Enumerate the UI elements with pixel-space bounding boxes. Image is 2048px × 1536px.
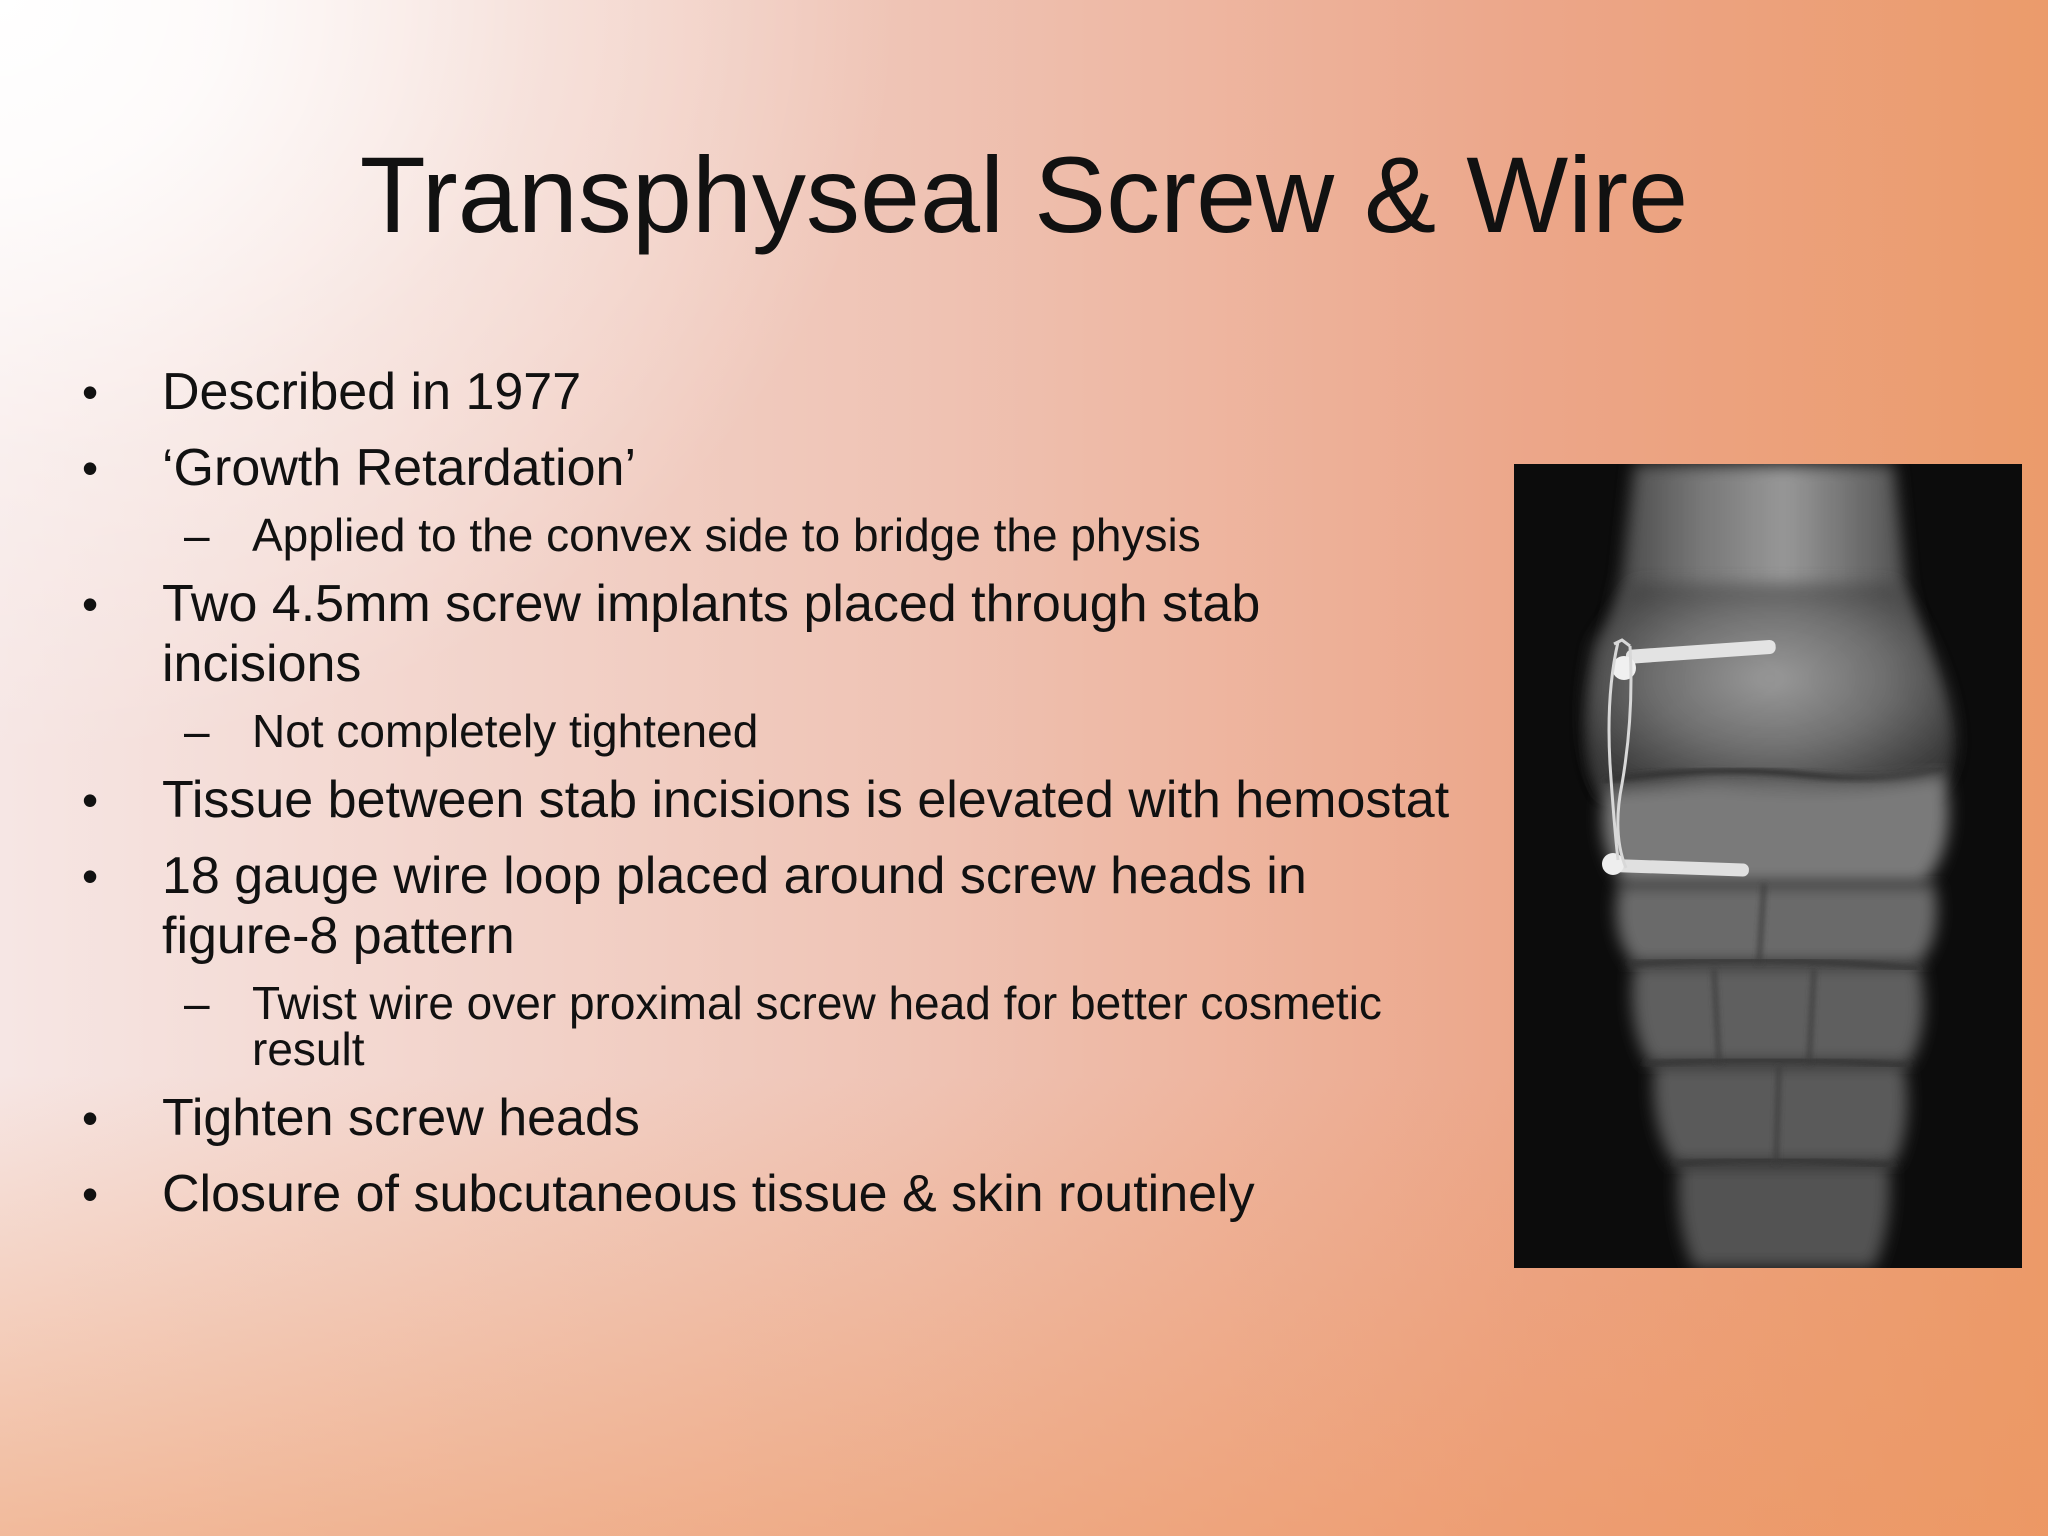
bullet-item bbox=[78, 1164, 1458, 1224]
bullet-text: 18 gauge wire loop placed around screw heads in figure-8 pattern bbox=[162, 847, 1307, 965]
bullet-marker: • bbox=[82, 366, 99, 418]
bullet-text: Closure of subcutaneous tissue & skin routinely bbox=[162, 1165, 1255, 1223]
bullet-text: ‘Growth Retardation’ bbox=[162, 439, 636, 497]
sub-bullet-text: Not completely tightened bbox=[252, 705, 759, 757]
sub-bullet-text: Applied to the convex side to bridge the physis bbox=[252, 509, 1201, 561]
bullet-marker: • bbox=[82, 1092, 99, 1144]
bullet-item bbox=[78, 362, 1458, 422]
bullet-list bbox=[78, 362, 1458, 1240]
sub-bullet-marker: – bbox=[184, 705, 210, 757]
sub-bullet-item bbox=[78, 977, 1458, 1075]
bullet-marker: • bbox=[82, 578, 99, 630]
sub-bullet-marker: – bbox=[184, 977, 210, 1029]
bullet-text: Described in 1977 bbox=[162, 363, 582, 421]
bullet-item bbox=[78, 574, 1458, 694]
bullet-marker: • bbox=[82, 1168, 99, 1220]
bullet-text: Two 4.5mm screw implants placed through stab incisions bbox=[162, 575, 1261, 693]
slide-title: Transphyseal Screw & Wire bbox=[359, 134, 1689, 255]
sub-bullet-item bbox=[78, 509, 1458, 561]
bullet-text: Tissue between stab incisions is elevated with hemostat bbox=[162, 771, 1450, 829]
sub-bullet-marker: – bbox=[184, 509, 210, 561]
bullet-marker: • bbox=[82, 774, 99, 826]
bullet-item bbox=[78, 846, 1458, 966]
bullet-item bbox=[78, 770, 1458, 830]
bullet-item bbox=[78, 438, 1458, 498]
bullet-marker: • bbox=[82, 850, 99, 902]
bullet-marker: • bbox=[82, 442, 99, 494]
sub-bullet-text: Twist wire over proximal screw head for better cosmetic result bbox=[252, 977, 1382, 1075]
sub-bullet-item bbox=[78, 705, 1458, 757]
xray-image bbox=[1514, 464, 2022, 1268]
bullet-item bbox=[78, 1088, 1458, 1148]
bullet-text: Tighten screw heads bbox=[162, 1089, 640, 1147]
xray-illustration bbox=[1514, 464, 2022, 1268]
